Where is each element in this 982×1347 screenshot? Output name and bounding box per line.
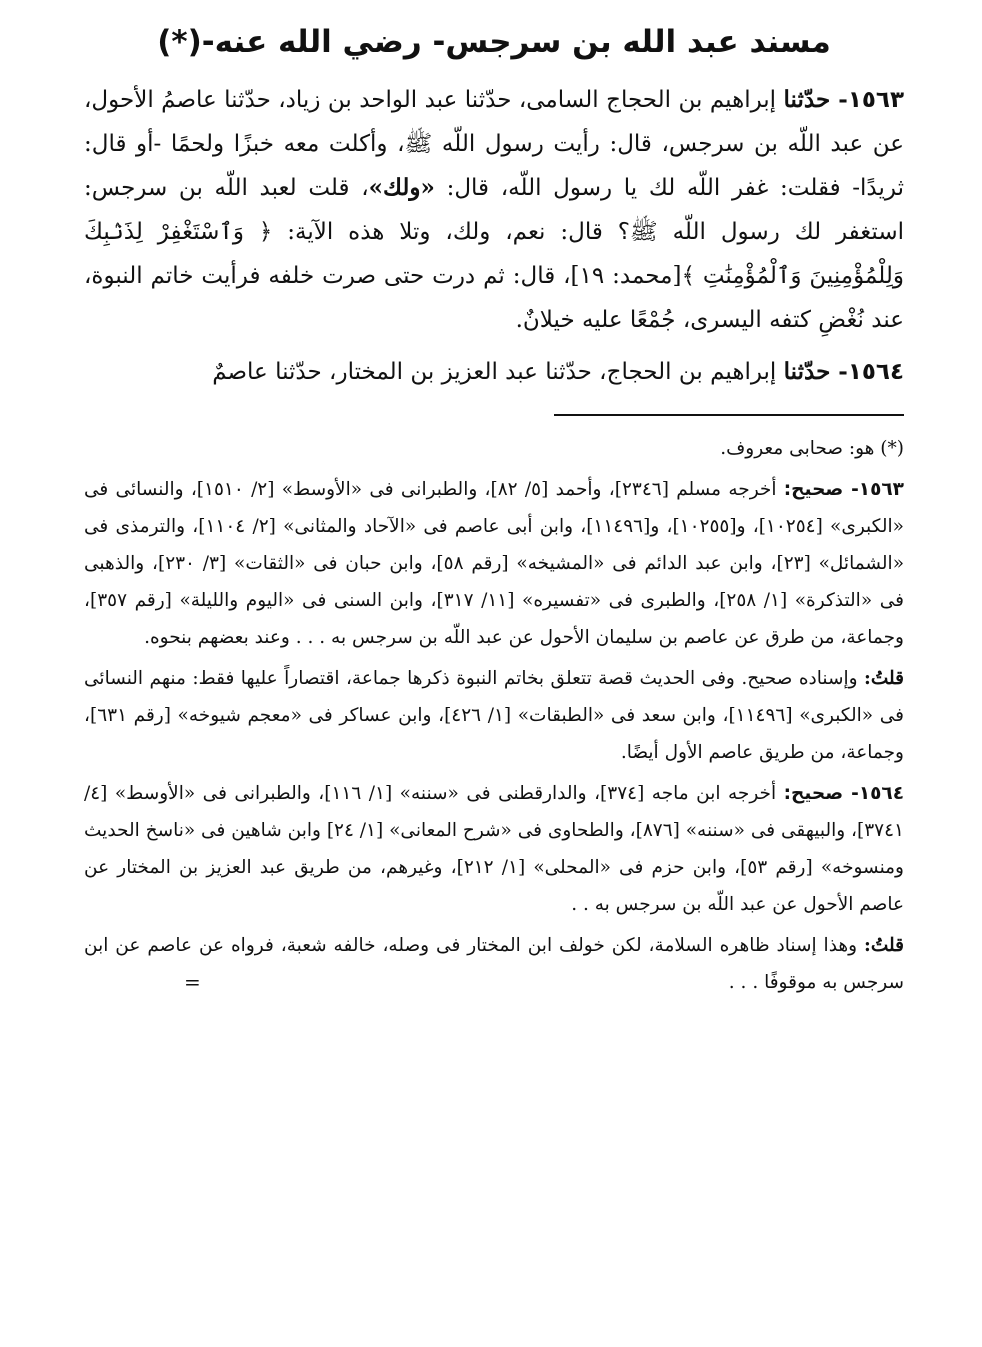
quran-verse: ﴿ وَٱسْتَغْفِرْ لِذَنۢبِكَ وَلِلْمُؤْمِنِينَ وَٱلْمُؤْمِنَٰتِ ﴾ [84, 219, 904, 289]
footnote-1564 [84, 775, 904, 923]
hadith-number: ١٥٦٣ [847, 87, 904, 113]
footnote-divider [554, 414, 904, 416]
footnote-text: أخرجه مسلم [٢٣٤٦]، وأحمد [٥/ ٨٢]، والطبرانى فى «الأوسط» [٢/ ١٥١٠]، والنسائى فى «الكبرى» [١٠٢٥٤]، و[١٠٢٥٥]، و[١١٤٩٦]، وابن أبى عاصم فى «الآحاد والمثانى» [٢/ ١١٠٤]، والترمذى فى «الشمائل» [٢٣]، وابن عبد الدائم فى «المشيخه» [رقم ٥٨]، وابن حبان فى «الثقات» [٣/ ٢٣٠]، والذهبى فى «التذكرة» [١/ ٢٥٨]، والطبرى فى «تفسيره» [١١/ ٣١٧]، وابن السنى فى «اليوم والليلة» [رقم ٣٥٧]، وجماعة، من طرق عن عاصم بن سليمان الأحول عن عبد اللّه بن سرجس به . . . وعند بعضهم بنحوه. [84, 479, 905, 648]
footnotes [84, 430, 904, 1001]
footnote-label: قلتُ: [864, 668, 904, 689]
continuation-mark: = [184, 970, 201, 994]
hadith-text: [محمد: ١٩]، قال: ثم درت حتى صرت خلفه فرأيت خاتم النبوة، عند نُغْضِ كتفه اليسرى، جُمْعًا عليه خيلانٌ. [84, 263, 904, 333]
hadith-1563 [84, 78, 904, 342]
hadith-number: ١٥٦٤ [847, 359, 904, 385]
footnote-label: ١٥٦٣- صحيح: [783, 479, 904, 500]
footnote-comment [84, 927, 904, 1001]
footnote-label: ١٥٦٤- صحيح: [783, 783, 905, 804]
footnote-comment [84, 660, 904, 771]
footnote-star: (*) هو: صحابى معروف. [720, 438, 904, 459]
hadith-text: ، قلت لعبد اللّه بن سرجس: استغفر لك رسول اللّه ﷺ؟ قال: نعم، ولك، وتلا هذه الآية: [84, 175, 905, 245]
page-title: مسند عبد الله بن سرجس- رضي الله عنه-(*) [157, 24, 831, 60]
hadith-lead: - حدّثنا [783, 86, 848, 113]
footnote-text: وهذا إسناد ظاهره السلامة، لكن خولف ابن المختار فى وصله، خالفه شعبة، فرواه عن عاصم عن ابن سرجس به موقوفًا . . . [84, 935, 904, 993]
page [84, 22, 904, 1001]
hadith-1564 [84, 350, 904, 394]
footnote-1563 [84, 471, 904, 656]
hadith-text: إبراهيم بن الحجاج السامى، حدّثنا عبد الواحد بن زياد، حدّثنا عاصمُ الأحول، عن عبد اللّه بن سرجس، قال: رأيت رسول اللّه ﷺ، وأكلت معه خبزًا ولحمًا -أو قال: ثريدًا- فقلت: غفر اللّه لك يا رسول اللّه، قال: [84, 87, 904, 201]
footnote-label: قلتُ: [864, 935, 904, 956]
hadith-bold-text: «ولك» [368, 174, 435, 201]
footnote-text: أخرجه ابن ماجه [٣٧٤]، والدارقطنى فى «سننه» [١/ ١١٦]، والطبرانى فى «الأوسط» [٤/ ٣٧٤١]، والبيهقى فى «سننه» [٨٧٦]، والطحاوى فى «شرح المعانى» [١/ ٢٤] وابن شاهين فى «ناسخ الحديث ومنسوخه» [رقم ٥٣]، وابن حزم فى «المحلى» [١/ ٢١٢]، وغيرهم، من طريق عبد العزيز بن المختار عن عاصم الأحول عن عبد اللّه بن سرجس به . . [84, 783, 904, 915]
hadith-text: إبراهيم بن الحجاج، حدّثنا عبد العزيز بن المختار، حدّثنا عاصمٌ [212, 359, 784, 385]
footnote-text: وإسناده صحيح. وفى الحديث قصة تتعلق بخاتم النبوة ذكرها جماعة، اقتصاراً عليها فقط: منهم النسائى فى «الكبرى» [١١٤٩٦]، وابن سعد فى «الطبقات» [١/ ٤٢٦]، وابن عساكر فى «معجم شيوخه» [رقم ٦٣١]، وجماعة، من طريق عاصم الأول أيضًا. [84, 668, 904, 763]
hadith-lead: - حدّثنا [783, 358, 848, 385]
